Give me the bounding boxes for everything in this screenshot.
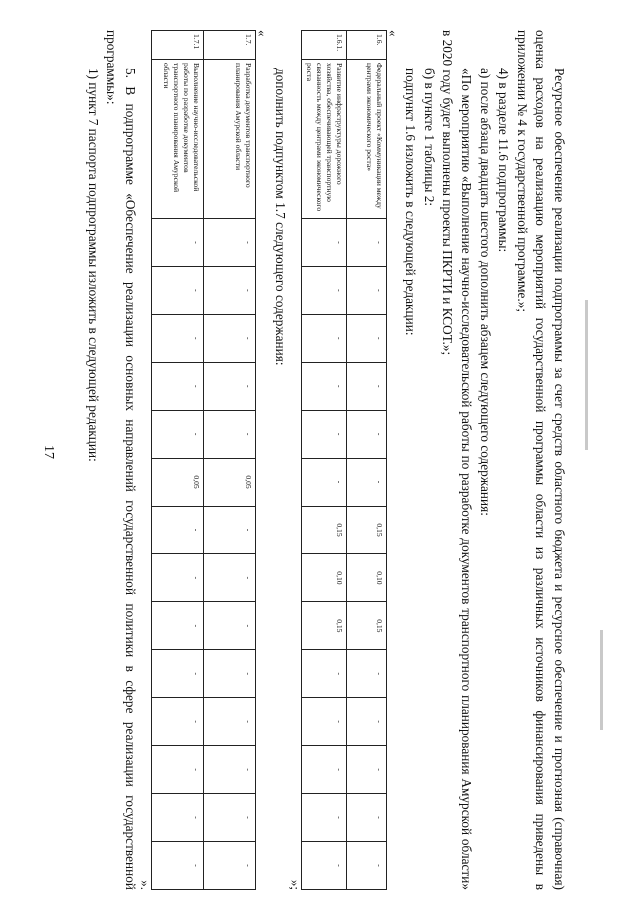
paragraph: 5. В подпрограмме «Обеспечение реализации основных направлений государственной политики в сфере реализации государственной программы»:	[104, 30, 139, 890]
table-cell: 0,15	[301, 506, 346, 554]
table-cell: -	[152, 362, 204, 410]
table-row	[346, 31, 386, 890]
row-name: Выполнение научно-исследовательской работы по разработке документов транспортного планирования Амурской области	[152, 60, 204, 219]
table-cell: -	[301, 266, 346, 314]
paragraph: 1) пункт 7 паспорта подпрограммы изложить в следующей редакции:	[85, 68, 101, 462]
table-cell: -	[204, 266, 256, 314]
table-cell: -	[301, 746, 346, 794]
table-cell: -	[204, 506, 256, 554]
table-cell: -	[301, 410, 346, 458]
row-name: Федеральный проект «Коммуникации между центрами экономического роста»	[346, 60, 386, 219]
table-cell: -	[152, 554, 204, 602]
table-cell: -	[301, 698, 346, 746]
paragraph: 4) в разделе 11.6 подпрограммы:	[496, 68, 512, 253]
quote-open: «	[385, 30, 401, 37]
table-cell: 0,05	[204, 458, 256, 506]
paragraph: дополнить подпунктом 1.7 следующего содержания:	[272, 68, 288, 366]
table-row	[152, 31, 204, 890]
table-cell: -	[301, 219, 346, 267]
table-cell: -	[346, 746, 386, 794]
table-cell: -	[346, 410, 386, 458]
table-cell: -	[346, 314, 386, 362]
table-cell: -	[346, 794, 386, 842]
paragraph: а) после абзаца двадцать шестого дополнить абзацем следующего содержания:	[477, 68, 493, 516]
table-cell: -	[152, 219, 204, 267]
table-cell: -	[301, 314, 346, 362]
table-cell: -	[152, 650, 204, 698]
table-cell: -	[346, 362, 386, 410]
table-cell: -	[204, 698, 256, 746]
scan-edge-mark	[585, 300, 588, 450]
table-cell: -	[301, 841, 346, 889]
bottom-paragraphs	[83, 30, 139, 890]
paragraph: б) в пункте 1 таблицы 2:	[421, 68, 437, 207]
table-cell: -	[204, 650, 256, 698]
table-cell: -	[204, 219, 256, 267]
table-cell: -	[152, 410, 204, 458]
paragraph: «По мероприятию «Выполнение научно-исследовательской работы по разработке документов транспортного планирования Амурской области» в 2020 году будет выполнены проекты ПКРТИ и КСОТ.»;	[440, 30, 475, 890]
page-number: 17	[41, 445, 56, 459]
table-cell: -	[204, 410, 256, 458]
table-cell: -	[301, 458, 346, 506]
scan-edge-mark	[600, 630, 603, 730]
table-cell: -	[346, 458, 386, 506]
table-cell: 0,15	[301, 602, 346, 650]
table-cell: -	[152, 266, 204, 314]
table-cell: -	[152, 746, 204, 794]
table-cell: 0,05	[152, 458, 204, 506]
quote-close: »;	[287, 879, 303, 890]
quote-open: «	[255, 30, 271, 37]
table-cell: -	[204, 602, 256, 650]
table-cell: -	[152, 602, 204, 650]
table-cell: -	[346, 698, 386, 746]
table-subitem-1-7	[151, 30, 256, 890]
table-cell: -	[204, 794, 256, 842]
table-cell: -	[152, 794, 204, 842]
row-number: 1.6.	[346, 31, 386, 60]
table-cell: -	[204, 314, 256, 362]
table-cell: -	[301, 794, 346, 842]
paragraph: подпункт 1.6 изложить в следующей редакции:	[403, 68, 419, 336]
table-cell: -	[346, 841, 386, 889]
table-cell: -	[204, 841, 256, 889]
table-row	[301, 31, 346, 890]
table-cell: -	[346, 650, 386, 698]
row-number: 1.7.	[204, 31, 256, 60]
table-cell: -	[301, 362, 346, 410]
table-cell: -	[152, 698, 204, 746]
table-cell: -	[152, 506, 204, 554]
table-cell: -	[346, 266, 386, 314]
table-subitem-1-6	[301, 30, 387, 890]
table-cell: -	[346, 219, 386, 267]
table-cell: 0,10	[301, 554, 346, 602]
top-paragraphs	[401, 30, 568, 890]
table-cell: 0,15	[346, 506, 386, 554]
table-cell: -	[204, 746, 256, 794]
row-number: 1.7.1	[152, 31, 204, 60]
table-row	[204, 31, 256, 890]
table-cell: -	[301, 650, 346, 698]
row-name: Разработка документов транспортного планирования Амурской области	[204, 60, 256, 219]
table-cell: 0,10	[346, 554, 386, 602]
table-cell: -	[152, 841, 204, 889]
table-cell: 0,15	[346, 602, 386, 650]
quote-close: ».	[138, 880, 154, 890]
table-cell: -	[152, 314, 204, 362]
row-name: Развитие инфраструктуры дорожного хозяйства, обеспечивающей транспортную связанность между центрами экономического роста	[301, 60, 346, 219]
rotated-page-content	[48, 30, 568, 890]
table-cell: -	[204, 554, 256, 602]
table-cell: -	[204, 362, 256, 410]
row-number: 1.6.1.	[301, 31, 346, 60]
paragraph: Ресурсное обеспечение реализации подпрограммы за счет средств областного бюджета и ресурсное обеспечение и прогнозная (справочная) оценка расходов на реализацию мероприятий государственной программы области из различных источников финансирования приведены в приложении № 4 к государственной программе.»;	[514, 30, 567, 890]
